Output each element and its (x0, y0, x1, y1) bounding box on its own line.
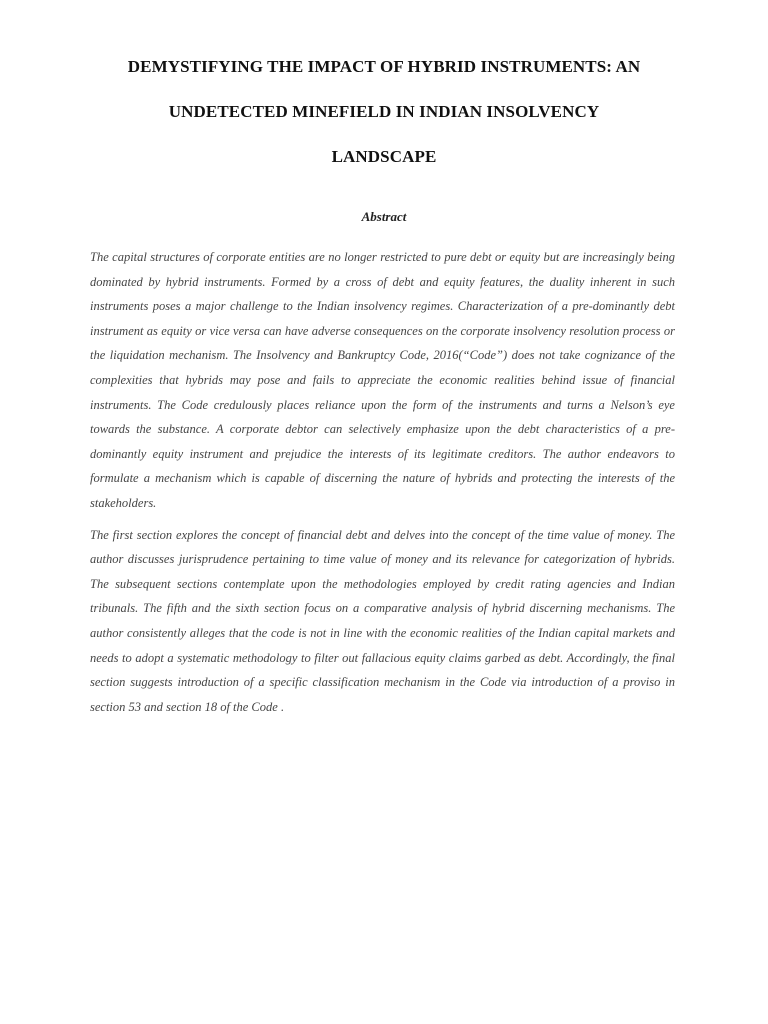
title-line-2: UNDETECTED MINEFIELD IN INDIAN INSOLVENCY (168, 102, 600, 121)
abstract-body (90, 245, 675, 719)
abstract-heading: Abstract (361, 209, 407, 224)
abstract-paragraph-1: The capital structures of corporate entities are no longer restricted to pure debt or equity but are increasingly being dominated by hybrid instruments. Formed by a cross of debt and equity features, the duality inherent in such instruments poses a major challenge to the Indian insolvency regimes. Characterization of a pre-dominantly debt instrument as equity or vice versa can have adverse consequences on the corporate insolvency resolution process or the liquidation mechanism. The Insolvency and Bankruptcy Code, 2016(“Code”) does not take cognizance of the complexities that hybrids may pose and fails to appreciate the economic realities behind issue of financial instruments. The Code credulously places reliance upon the form of the instruments and turns a Nelson’s eye towards the substance. A corporate debtor can selectively emphasize upon the debt characteristics of a pre-dominantly equity instrument and prejudice the interests of its legitimate creditors. The author endeavors to formulate a mechanism which is capable of discerning the nature of hybrids and protecting the interests of the stakeholders. (90, 250, 675, 510)
abstract-paragraph-2: The first section explores the concept of financial debt and delves into the concept of the time value of money. The author discusses jurisprudence pertaining to time value of money and its relevance for categorization of hybrids. The subsequent sections contemplate upon the methodologies employed by credit rating agencies and Indian tribunals. The fifth and the sixth section focus on a comparative analysis of hybrid discerning mechanisms. The author consistently alleges that the code is not in line with the economic realities of the Indian capital markets and needs to adopt a systematic methodology to filter out fallacious equity claims garbed as debt. Accordingly, the final section suggests introduction of a specific classification mechanism in the Code via introduction of a proviso in section 53 and section 18 of the Code . (90, 527, 675, 714)
title-line-1: DEMYSTIFYING THE IMPACT OF HYBRID INSTRUMENTS: AN (127, 57, 641, 76)
paper-title (60, 44, 708, 179)
title-line-3: LANDSCAPE (331, 147, 437, 166)
